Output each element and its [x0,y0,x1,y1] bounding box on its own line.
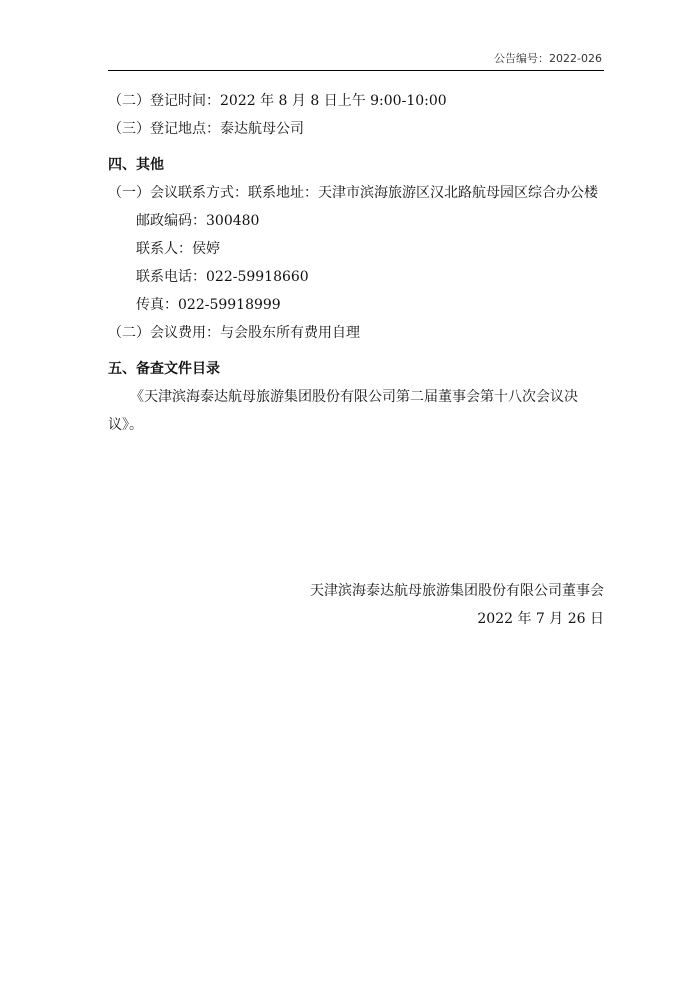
contact-phone: 联系电话：022-59918660 [136,269,309,285]
contact-fax: 传真：022-59918999 [136,297,281,313]
signature-date: 2022 年 7 月 26 日 [477,611,604,627]
meeting-fees: （二）会议费用：与会股东所有费用自理 [108,325,360,341]
signature-company: 天津滨海泰达航母旅游集团股份有限公司董事会 [310,583,604,599]
section-heading-other: 四、其他 [108,157,164,173]
postcode: 邮政编码：300480 [136,213,260,229]
contact-person: 联系人：侯婷 [136,241,220,257]
section-heading-documents: 五、备查文件目录 [108,361,220,377]
announcement-number: 公告编号：2022-026 [494,52,602,65]
registration-time: （二）登记时间：2022 年 8 月 8 日上午 9:00-10:00 [108,93,447,109]
document-item-line2: 议》。 [108,417,143,433]
contact-address: （一）会议联系方式：联系地址：天津市滨海旅游区汉北路航母园区综合办公楼 [108,185,598,201]
registration-place: （三）登记地点：泰达航母公司 [108,121,304,137]
header-divider [108,70,604,71]
document-item-line1: 《天津滨海泰达航母旅游集团股份有限公司第二届董事会第十八次会议决 [130,389,578,405]
